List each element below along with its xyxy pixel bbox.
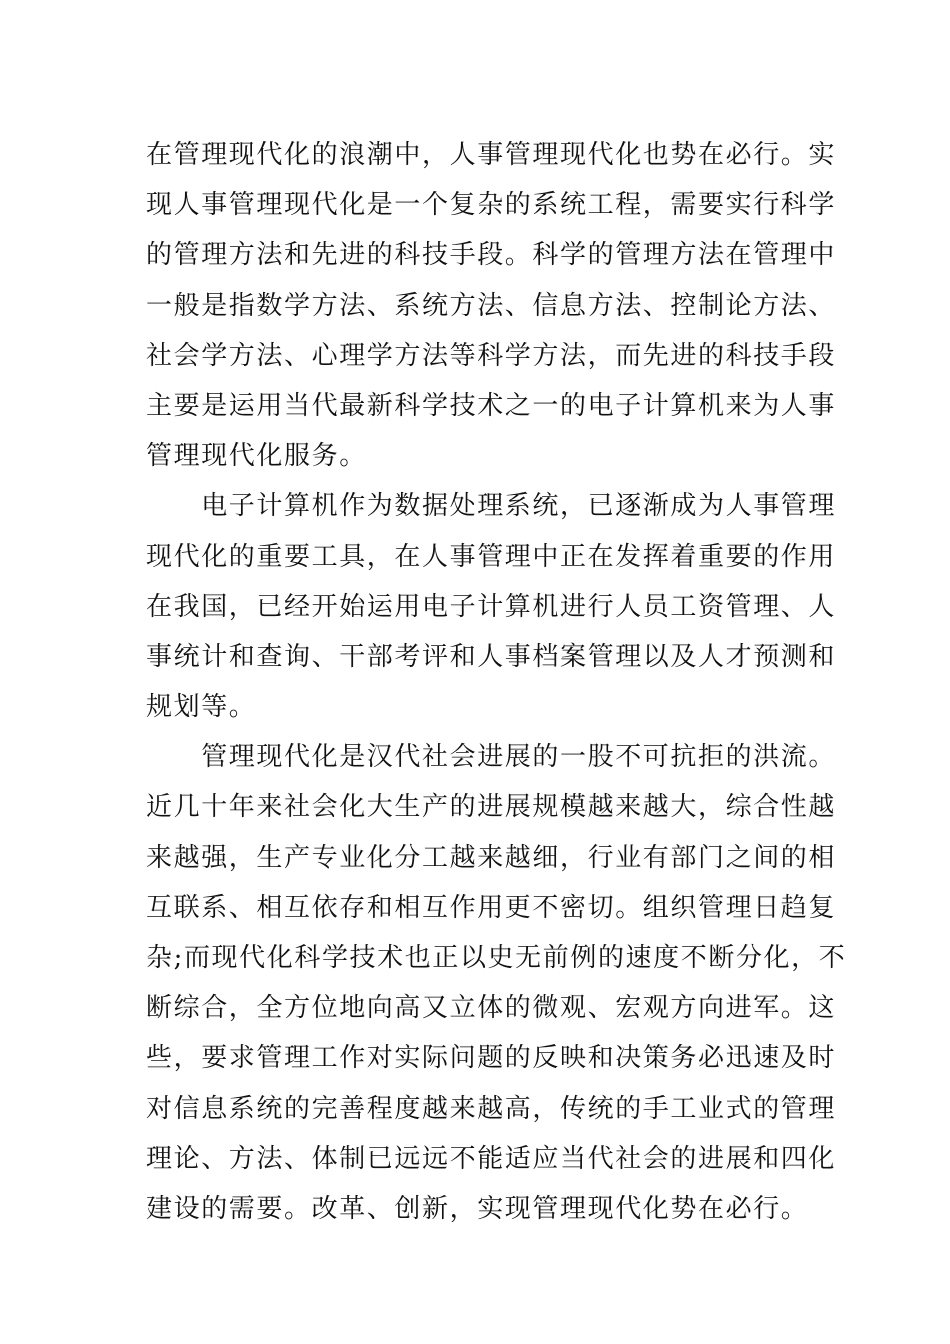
text-line: 电子计算机作为数据处理系统，已逐渐成为人事管理 — [146, 491, 837, 522]
text-line: 在我国，已经开始运用电子计算机进行人员工资管理、人 — [146, 591, 837, 622]
text-line: 现代化的重要工具，在人事管理中正在发挥着重要的作用 — [146, 541, 837, 572]
text-line: 对信息系统的完善程度越来越高，传统的手工业式的管理 — [146, 1093, 837, 1124]
text-line: 在管理现代化的浪潮中，人事管理现代化也势在必行。实 — [146, 140, 837, 170]
paragraph-2 — [146, 481, 837, 732]
text-line: 近几十年来社会化大生产的进展规模越来越大，综合性越 — [146, 792, 837, 823]
text-line: 些，要求管理工作对实际问题的反映和决策务必迅速及时 — [146, 1043, 837, 1074]
text-line: 管理现代化是汉代社会进展的一股不可抗拒的洪流。 — [146, 742, 837, 773]
text-line: 来越强，生产专业化分工越来越细，行业有部门之间的相 — [146, 842, 837, 873]
text-line: 一般是指数学方法、系统方法、信息方法、控制论方法、 — [146, 290, 837, 321]
text-line: 断综合，全方位地向高又立体的微观、宏观方向进军。这 — [146, 993, 837, 1024]
text-line: 管理现代化服务。 — [146, 441, 367, 472]
body-text — [146, 130, 847, 1234]
text-line: 社会学方法、心理学方法等科学方法，而先进的科技手段 — [146, 340, 837, 371]
text-line: 规划等。 — [146, 692, 257, 723]
text-line: 的管理方法和先进的科技手段。科学的管理方法在管理中 — [146, 240, 837, 271]
paragraph-1 — [146, 130, 837, 481]
text-line: 主要是运用当代最新科学技术之一的电子计算机来为人事 — [146, 390, 837, 421]
text-line: 建设的需要。改革、创新，实现管理现代化势在必行。 — [146, 1193, 809, 1224]
text-line: 理论、方法、体制已远远不能适应当代社会的进展和四化 — [146, 1143, 837, 1174]
text-line: 杂;而现代化科学技术也正以史无前例的速度不断分化，不 — [146, 943, 847, 973]
paragraph-3 — [146, 732, 847, 1234]
text-line: 互联系、相互依存和相互作用更不密切。组织管理日趋复 — [146, 892, 837, 923]
text-line: 现人事管理现代化是一个复杂的系统工程，需要实行科学 — [146, 190, 837, 221]
text-line: 事统计和查询、干部考评和人事档案管理以及人才预测和 — [146, 641, 837, 672]
